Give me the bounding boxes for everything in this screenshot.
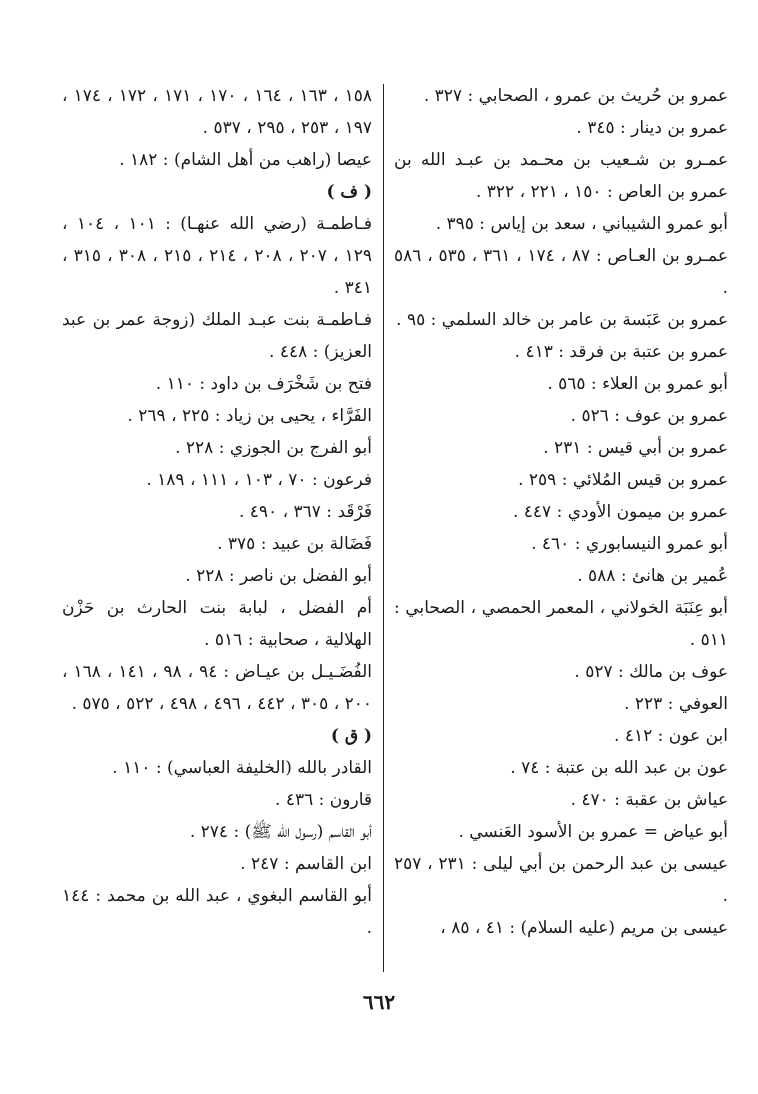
- index-entry: عيسى بن عبد الرحمن بن أبي ليلى : ٢٣١ ، ٢٥٧ .: [394, 854, 728, 906]
- index-entry: فَرْقَد : ٣٦٧ ، ٤٩٠ .: [238, 502, 372, 522]
- index-entry: فَضَالة بن عبيد : ٣٧٥ .: [217, 534, 372, 554]
- index-entry: القادر بالله (الخليفة العباسي) : ١١٠ .: [112, 758, 372, 778]
- index-entry: فـاطمـة (رضي الله عنهـا) : ١٠١ ، ١٠٤ ، ١٢٩ ، ٢٠٧ ، ٢٠٨ ، ٢١٤ ، ٢١٥ ، ٣٠٨ ، ٣١٥ ، ٣٤١ .: [62, 214, 372, 298]
- index-entry: ١٥٨ ، ١٦٣ ، ١٦٤ ، ١٧٠ ، ١٧١ ، ١٧٢ ، ١٧٤ ، ١٩٧ ، ٢٥٣ ، ٢٩٥ ، ٥٣٧ .: [62, 86, 372, 138]
- index-entry: عياش بن عقبة : ٤٧٠ .: [570, 790, 728, 810]
- index-entry: عمرو بن قيس المُلائي : ٢٥٩ .: [518, 470, 728, 490]
- page-number: ٦٦٢: [362, 990, 396, 1014]
- index-entry: أبو الفضل بن ناصر : ٢٢٨ .: [185, 566, 372, 586]
- letter-heading: ( ف ): [326, 182, 372, 202]
- letter-heading: ( ق ): [330, 726, 372, 746]
- index-entry: أبو عمرو النيسابوري : ٤٦٠ .: [531, 534, 728, 554]
- index-entry: أبو القاسم البغوي ، عبد الله بن محمد : ١٤٤ .: [62, 886, 372, 938]
- index-entry: ابن القاسم : ٢٤٧ .: [240, 854, 372, 874]
- index-entry: عيسى بن مريم (عليه السلام) : ٤١ ، ٨٥ ،: [440, 918, 728, 938]
- index-entry: أبو القاسم (رسول الله ﷺ) : ٢٧٤ .: [189, 822, 372, 842]
- index-column-left: [62, 80, 372, 944]
- index-entry: عمرو بن أبي قيس : ٢٣١ .: [543, 438, 728, 458]
- index-entry: عون بن عبد الله بن عتبة : ٧٤ .: [510, 758, 728, 778]
- index-entry: أم الفضل ، لبابة بنت الحارث بن حَزْن الهلالية ، صحابية : ٥١٦ .: [62, 598, 372, 650]
- index-entry: عمرو بن عوف : ٥٢٦ .: [570, 406, 728, 426]
- index-entry: عيصا (راهب من أهل الشام) : ١٨٢ .: [119, 150, 372, 170]
- index-entry: أبو الفرج بن الجوزي : ٢٢٨ .: [175, 438, 372, 458]
- index-entry: عمرو بن دينار : ٣٤٥ .: [576, 118, 728, 138]
- index-entry: فـاطمـة بنت عبـد الملك (زوجة عمر بن عبد العزيز) : ٤٤٨ .: [62, 310, 372, 362]
- index-entry: عُمير بن هانئ : ٥٨٨ .: [577, 566, 728, 586]
- index-entry: عمرو بن عتبة بن فرقد : ٤١٣ .: [514, 342, 728, 362]
- index-entry: عوف بن مالك : ٥٢٧ .: [574, 662, 728, 682]
- index-entry: أبو عمرو الشيباني ، سعد بن إياس : ٣٩٥ .: [435, 214, 728, 234]
- index-column-right: [394, 80, 728, 944]
- index-entry: عمرو بن ميمون الأودي : ٤٤٧ .: [512, 502, 728, 522]
- index-entry: قارون : ٤٣٦ .: [275, 790, 372, 810]
- index-entry: ابن عون : ٤١٢ .: [614, 726, 728, 746]
- index-entry: عمـرو بن شـعيب بن محـمد بن عبـد الله بن عمرو بن العاص : ١٥٠ ، ٢٢١ ، ٣٢٢ .: [394, 150, 728, 202]
- index-entry: عمرو بن عَبَسة بن عامر بن خالد السلمي : ٩٥ .: [396, 310, 728, 330]
- index-entry: فرعون : ٧٠ ، ١٠٣ ، ١١١ ، ١٨٩ .: [146, 470, 372, 490]
- index-entry: العوفي : ٢٢٣ .: [624, 694, 728, 714]
- index-entry: عمرو بن حُريث بن عمرو ، الصحابي : ٣٢٧ .: [423, 86, 728, 106]
- index-entry: أبو عمرو بن العلاء : ٥٦٥ .: [547, 374, 728, 394]
- index-entry: أبو عِنَبَة الخولاني ، المعمر الحمصي ، الصحابي : ٥١١ .: [394, 598, 728, 650]
- index-entry: الفُضَـيـل بن عيـاض : ٩٤ ، ٩٨ ، ١٤١ ، ١٦٨ ، ٢٠٠ ، ٣٠٥ ، ٤٤٢ ، ٤٩٦ ، ٤٩٨ ، ٥٢٢ ، ٥٧٥ .: [62, 662, 372, 714]
- index-entry: أبو عياض = عمرو بن الأسود العَنسي .: [458, 822, 728, 842]
- index-entry: الفَرَّاء ، يحيى بن زياد : ٢٢٥ ، ٢٦٩ .: [127, 406, 372, 426]
- column-divider: [383, 84, 384, 972]
- index-entry: عمـرو بن العـاص : ٨٧ ، ١٧٤ ، ٣٦١ ، ٥٣٥ ، ٥٨٦ .: [394, 246, 728, 298]
- index-entry: فتح بن شَخْرَف بن داود : ١١٠ .: [155, 374, 372, 394]
